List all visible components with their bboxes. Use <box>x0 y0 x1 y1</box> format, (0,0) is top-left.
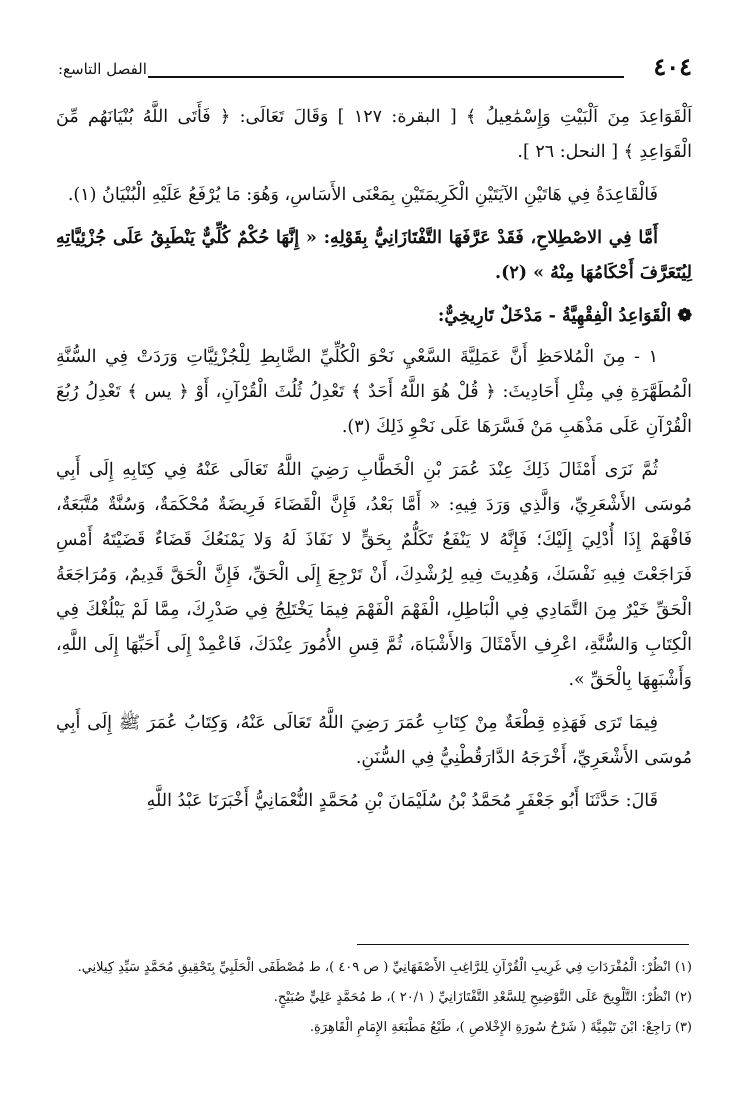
footnotes <box>56 956 692 1046</box>
chapter-title: الفصل التاسع: <box>58 60 147 78</box>
paragraph-point-1: ١ - مِنَ الْمُلاحَظِ أَنَّ عَمَلِيَّةَ السَّعْيِ نَحْوَ الْكُلِّيِّ الضَّابِطِ لِلْجُزْئِيَّاتِ وَرَدَتْ فِي السُّنَّةِ الْمُطَهَّرَةِ فِي مِثْلِ أَحَادِيثَ: ﴿ قُلْ هُوَ اللَّهُ أَحَدٌ ﴾ تَعْدِلُ ثُلُثَ الْقُرْآنِ، أَوْ ﴿ يس ﴾ تَعْدِلُ رُبُعَ الْقُرْآنِ عَلَى مَذْهَبِ مَنْ فَسَّرَهَا عَلَى نَحْوِ ذَلِكَ (٣). <box>56 347 692 437</box>
paragraph-isnad: قَالَ: حَدَّثَنَا أَبُو جَعْفَرٍ مُحَمَّدُ بْنُ سُلَيْمَانَ بْنِ مُحَمَّدٍ النُّعْمَانِيُّ أَخْبَرَنَا عَبْدُ اللَّهِ <box>146 791 658 811</box>
header-rule <box>148 76 624 78</box>
footnote-3: (٣) رَاجِعْ: ابْنَ تَيْمِيَّةَ ( شَرْحُ سُورَةِ الإِخْلاصِ )، طَبْعُ مَطْبَعَةِ الإِمَامِ الْقَاهِرَةِ. <box>309 1020 692 1035</box>
paragraph-definition: أَمَّا فِي الاصْطِلاحِ، فَقَدْ عَرَّفَهَا التَّفْتَازَانِيُّ بِقَوْلِهِ: « إِنَّهَا حُكْمٌ كُلِّيٌّ يَنْطَبِقُ عَلَى جُزْئِيَّاتِهِ لِيُتَعَرَّفَ أَحْكَامُهَا مِنْهُ » (٢). <box>56 228 692 283</box>
page-number: ٤٠٤ <box>653 52 692 81</box>
paragraph-umar-letter: ثُمَّ نَرَى أَمْثَالَ ذَلِكَ عِنْدَ عُمَرَ بْنِ الْخَطَّابِ رَضِيَ اللَّهُ تَعَالَى عَنْهُ فِي كِتَابِهِ إِلَى أَبِي مُوسَى الأَشْعَرِيِّ، وَالَّذِي وَرَدَ فِيهِ: « أَمَّا بَعْدُ، فَإِنَّ الْقَضَاءَ فَرِيضَةٌ مُحْكَمَةٌ، وَسُنَّةٌ مُتَّبَعَةٌ، فَافْهَمْ إِذَا أُدْلِيَ إِلَيْكَ؛ فَإِنَّهُ لا يَنْفَعُ تَكَلُّمٌ بِحَقٍّ لا نَفَاذَ لَهُ وَلا يَمْنَعُكَ قَضَاءٌ قَضَيْتَهُ أَمْسِ فَرَاجَعْتَ فِيهِ نَفْسَكَ، وَهُدِيتَ فِيهِ لِرُشْدِكَ، أَنْ تَرْجِعَ إِلَى الْحَقِّ، فَإِنَّ الْحَقَّ قَدِيمٌ، وَمُرَاجَعَةُ الْحَقِّ خَيْرٌ مِنَ التَّمَادِي فِي الْبَاطِلِ، الْفَهْمَ الْفَهْمَ فِيمَا يَخْتَلِجُ فِي صَدْرِكَ، مِمَّا لَمْ يَبْلُغْكَ فِي الْكِتَابِ وَالسُّنَّةِ، اعْرِفِ الأَمْثَالَ وَالأَشْبَاهَ، ثُمَّ قِسِ الأُمُورَ عِنْدَكَ، فَاعْمِدْ إِلَى أَحَبِّهَا إِلَى اللَّهِ، وَأَشْبَهِهَا بِالْحَقِّ ». <box>56 460 692 690</box>
footnote-2: (٢) انْظُرْ: التَّلْوِيحَ عَلَى التَّوْضِيحِ لِلسَّعْدِ التَّفْتَازَانِيِّ ( ٢٠/١ )، ط مُحَمَّدٍ عَلِيٍّ صُبَيْحٍ. <box>273 990 692 1005</box>
section-heading: ❁ الْقَوَاعِدُ الْفِقْهِيَّةُ - مَدْخَلٌ تَارِيخِيٌّ: <box>437 306 692 326</box>
footnote-1: (١) انْظُرْ: الْمُفْرَدَاتِ فِي غَرِيبِ الْقُرْآنِ لِلرَّاغِبِ الأَصْفَهَانِيِّ ( ص ٤٠٩ )، ط مُصْطَفَى الْحَلَبِيِّ بِتَحْقِيقِ مُحَمَّدٍ سَيِّدِ كِيلانِي. <box>77 960 692 975</box>
body-text <box>56 100 692 827</box>
paragraph-quran-citation: اَلْقَوَاعِدَ مِنَ اَلْبَيْتِ وَإِسْمَٰعِيلُ ﴾ [ البقرة: ١٢٧ ] وَقَالَ تَعَالَى: ﴿ فَأَتَى اللَّهُ بُنْيَانَهُم مِّنَ الْقَوَاعِدِ ﴾ [ النحل: ٢٦ ]. <box>56 107 692 162</box>
footnote-rule <box>357 944 689 945</box>
page-header <box>58 52 692 92</box>
paragraph-excerpt: فِيمَا تَرَى فَهَذِهِ قِطْعَةٌ مِنْ كِتَابِ عُمَرَ رَضِيَ اللَّهُ تَعَالَى عَنْهُ، وَكِتَابُ عُمَرَ ﷺ إِلَى أَبِي مُوسَى الأَشْعَرِيِّ، أَخْرَجَهُ الدَّارَقُطْنِيُّ فِي السُّنَنِ. <box>56 713 692 768</box>
paragraph-meaning: فَالْقَاعِدَةُ فِي هَاتَيْنِ الآيَتَيْنِ الْكَرِيمَتَيْنِ بِمَعْنَى الأَسَاسِ، وَهُوَ: مَا يُرْفَعُ عَلَيْهِ الْبُنْيَانُ (١). <box>67 185 658 205</box>
